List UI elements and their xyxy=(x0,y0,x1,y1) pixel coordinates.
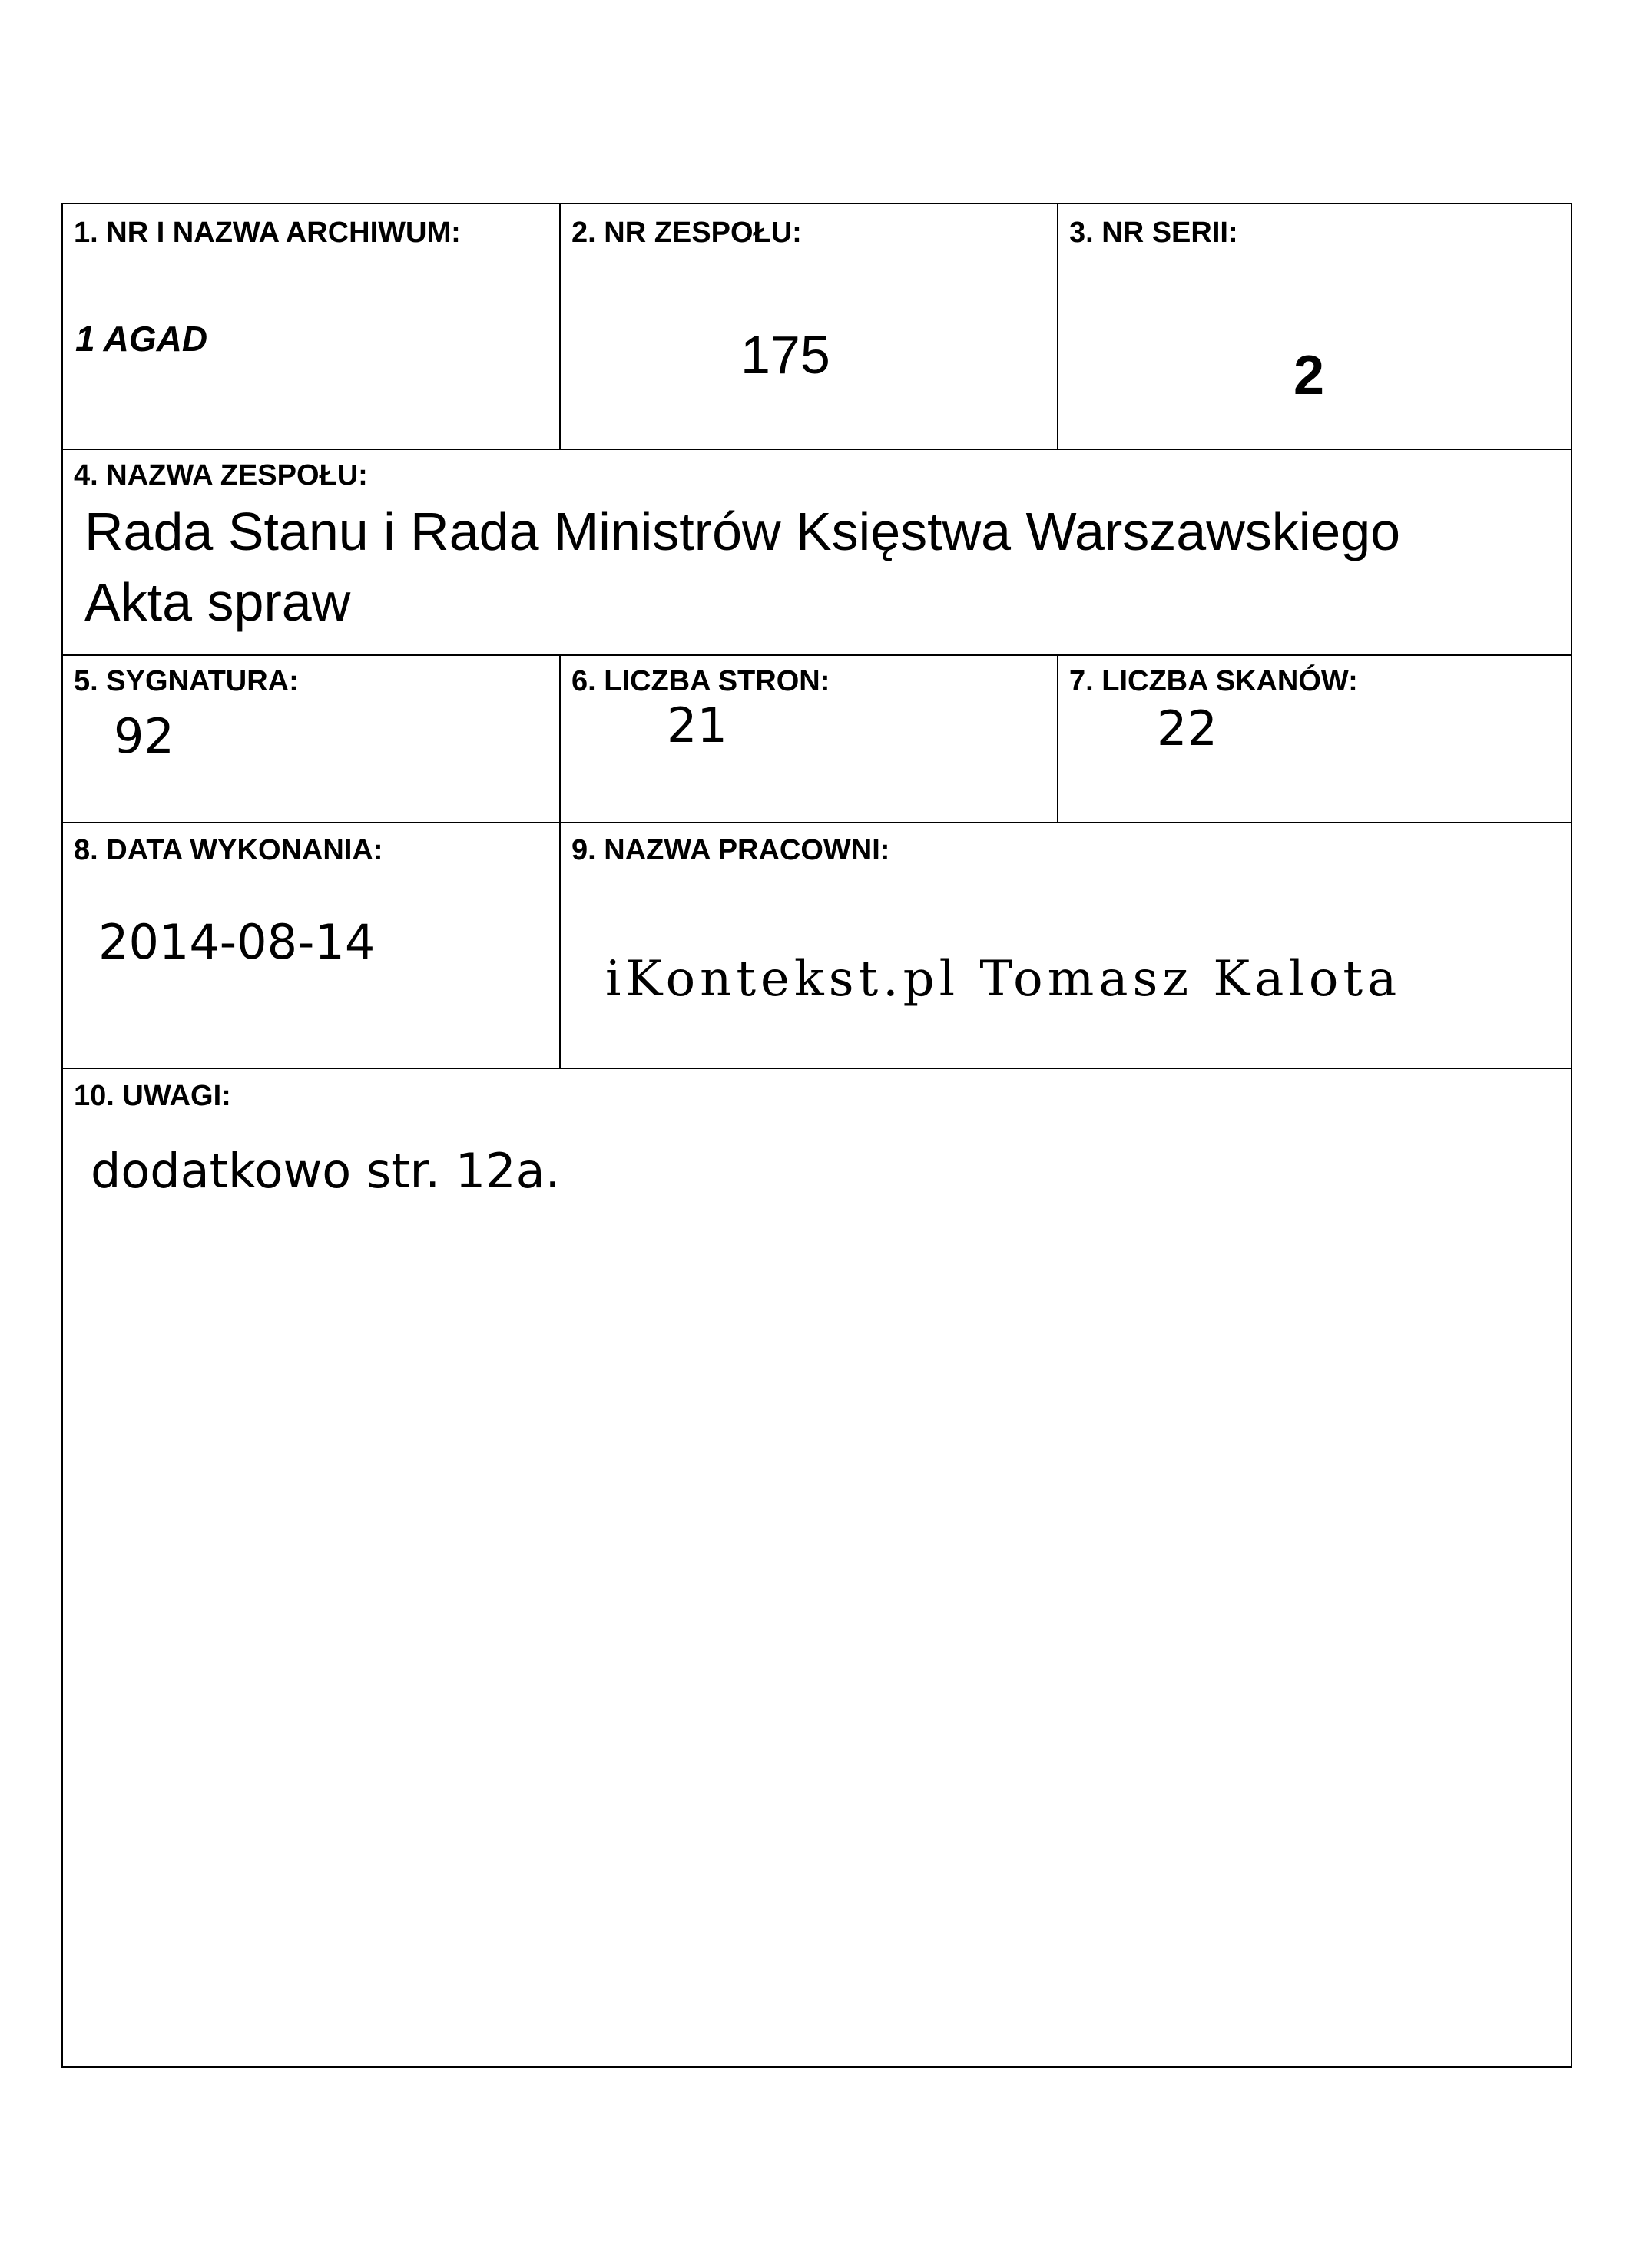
signature-label: 5. SYGNATURA: xyxy=(74,665,299,697)
pages-value: 21 xyxy=(667,697,727,753)
signature-cell xyxy=(63,656,559,822)
workshop-value: iKontekst.pl Tomasz Kalota xyxy=(605,951,1402,1008)
scans-cell xyxy=(1058,656,1572,822)
notes-label: 10. UWAGI: xyxy=(74,1080,231,1112)
fonds-number-value: 175 xyxy=(740,325,830,385)
metadata-form xyxy=(61,203,1572,2068)
date-value: 2014-08-14 xyxy=(98,914,376,970)
archive-value: 1 AGAD xyxy=(75,319,208,359)
date-cell xyxy=(63,823,559,1068)
archive-label: 1. NR I NAZWA ARCHIWUM: xyxy=(74,217,461,249)
fonds-name-label: 4. NAZWA ZESPOŁU: xyxy=(74,459,368,492)
fonds-number-cell xyxy=(561,204,1057,449)
fonds-name-cell xyxy=(63,450,1572,654)
fonds-name-line1: Rada Stanu i Rada Ministrów Księstwa Warszawskiego xyxy=(84,502,1401,561)
archive-cell xyxy=(63,204,559,449)
workshop-cell xyxy=(561,823,1572,1068)
pages-label: 6. LICZBA STRON: xyxy=(571,665,830,697)
date-label: 8. DATA WYKONANIA: xyxy=(74,834,383,866)
notes-cell xyxy=(63,1069,1572,2068)
signature-value: 92 xyxy=(114,708,174,764)
workshop-label: 9. NAZWA PRACOWNI: xyxy=(571,834,890,866)
notes-value: dodatkowo str. 12a. xyxy=(91,1143,561,1199)
series-number-label: 3. NR SERII: xyxy=(1069,217,1238,249)
pages-cell xyxy=(561,656,1057,822)
scans-label: 7. LICZBA SKANÓW: xyxy=(1069,665,1358,697)
fonds-number-label: 2. NR ZESPOŁU: xyxy=(571,217,802,249)
series-number-cell xyxy=(1058,204,1572,449)
fonds-name-line2: Akta spraw xyxy=(84,572,351,632)
scans-value: 22 xyxy=(1157,700,1217,757)
series-number-value: 2 xyxy=(1293,345,1325,406)
